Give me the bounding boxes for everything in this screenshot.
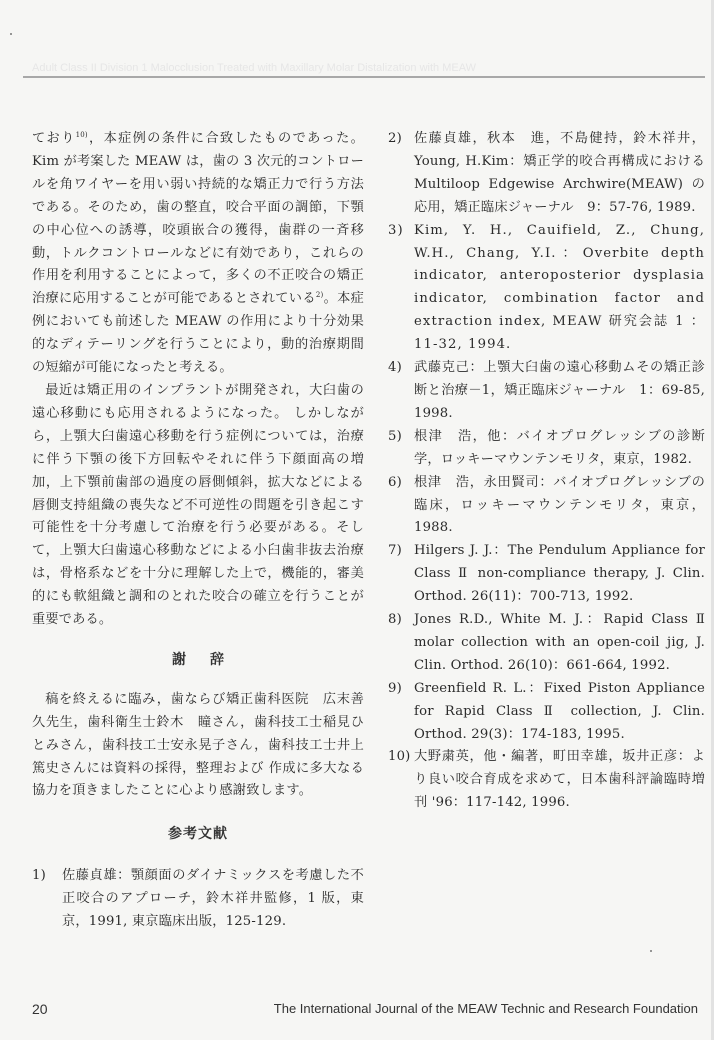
citation-superscript: 10) [75, 131, 88, 139]
reference-number: 1) [32, 868, 46, 884]
reference-number: 7) [388, 543, 402, 559]
reference-text: 武藤克己：上顎大臼歯の遠心移動ムその矯正診断と治療－1，矯正臨床ジャーナル 1：69-85, 1998. [414, 360, 705, 421]
discussion-paragraph-2: 最近は矯正用のインプラントが開発され，大臼歯の遠心移動にも応用されるようになった。 しかしながら，上顎大臼歯遠心移動を行う症例については，治療に伴う下顎の後下方回転やそれに伴う下顔面高の増加，上下顎前歯部の過度の唇側傾斜，拡大などによる唇側支持組織の喪失など不可逆性の問題を引き起こす可能性を十分考慮して治療を行う必要がある。そして，上顎大臼歯遠心移動などによる小臼歯非抜去治療は，骨格系などを十分に理解した上で，機能的，審美的にも軟組織と調和のとれた咬合の確立を行うことが重要である。 [32, 382, 364, 628]
reference-number: 3) [388, 222, 404, 238]
reference-item [388, 357, 705, 426]
page-number: 20 [32, 1001, 48, 1017]
reference-text: Hilgers J. J.：The Pendulum Appliance for Class Ⅱ non-compliance therapy, J. Clin. Orthod. 26(11)：700-713, 1992. [414, 543, 705, 605]
reference-text: Greenfield R. L.：Fixed Piston Appliance for Rapid Class Ⅱ collection, J. Clin. Orthod. 29(3)：174-183, 1995. [414, 680, 705, 742]
reference-item [388, 426, 705, 472]
scan-speck [650, 950, 652, 952]
reference-item [388, 220, 705, 357]
acknowledgments-heading: 謝辞 [172, 651, 248, 668]
reference-text: 佐藤貞雄：顎顔面のダイナミックスを考慮した不正咬合のアプローチ，鈴木祥井監修，1 版，東京，1991, 東京臨床出版，125-129. [62, 868, 364, 930]
right-column [388, 128, 705, 815]
reference-number: 10) [388, 749, 411, 765]
text-run: ，本症例の条件に合致したものであった。Kim が考案した MEAW は，歯の 3 次元的コントロールを角ワイヤーを用い弱い持続的な矯正力で行う方法である。そのため，歯の整直，咬合平面の調節，下顎の中心位への誘導，咬頭嵌合の獲得，歯群の一斉移動，トルクコントロールなどに有効であり，これらの作用を利用することによって，多くの不正咬合の矯正治療に応用することが可能であるとされている [32, 131, 364, 307]
reference-item [388, 540, 705, 609]
reference-text: 根津 浩，他：バイオプログレッシブの診断学，ロッキーマウンテンモリタ，東京，1982. [414, 428, 705, 467]
header-rule [23, 76, 705, 78]
reference-text: 根津 浩，永田賢司：バイオプログレッシブの臨床，ロッキーマウンテンモリタ，東京，1988. [414, 474, 705, 536]
running-head: Adult Class II Division 1 Malocclusion Treated with Maxillary Molar Distalization with MEAW [32, 62, 477, 74]
reference-number: 4) [388, 360, 402, 376]
reference-number: 5) [388, 428, 402, 444]
discussion-paragraph-1 [32, 128, 364, 380]
reference-item [388, 609, 705, 678]
reference-item [388, 746, 705, 815]
reference-text: 佐藤貞雄，秋本 進，不島健持，鈴木祥井，Young, H.Kim：矯正学的咬合再構成における Multiloop Edgewise Archwire(MEAW) の応用，矯正臨床ジャーナル 9：57-76, 1989. [414, 131, 705, 215]
left-column [32, 128, 364, 934]
text-run: ており [32, 131, 76, 146]
scan-speck [10, 33, 12, 35]
journal-name: The International Journal of the MEAW Technic and Research Foundation [273, 1001, 698, 1016]
reference-number: 6) [388, 474, 402, 490]
reference-number: 8) [388, 612, 402, 628]
reference-item [388, 128, 705, 220]
reference-text: 大野粛英，他・編著，町田幸雄，坂井正彦：より良い咬合育成を求めて，日本歯科評論臨時増刊 '96：117-142, 1996. [414, 749, 705, 811]
references-heading: 参考文献 [168, 826, 228, 843]
text-run: 。本症例においても前述した MEAW の作用により十分効果的なディテーリングを行うことにより，動的治療期間の短縮が可能になったと考える。 [32, 291, 364, 376]
citation-superscript: 2) [315, 291, 324, 300]
reference-number: 2) [388, 131, 402, 146]
reference-text: Jones R.D., White M. J.：Rapid Class Ⅱ molar collection with an open-coil jig, J. Clin. Orthod. 26(10)：661-664, 1992. [414, 612, 705, 673]
reference-text: Kim, Y. H., Cauifield, Z., Chung, W.H., Chang, Y.I.：Overbite depth indicator, anteroposterior dysplasia indicator, combination factor and extraction index, MEAW 研究会誌 1 ：11-32, 1994. [414, 222, 705, 353]
reference-number: 9) [388, 680, 402, 696]
reference-item [32, 865, 364, 934]
reference-item [388, 678, 705, 747]
acknowledgments-text: 稿を終えるに臨み，歯ならび矯正歯科医院 広末善久先生，歯科衛生士鈴木 瞳さん，歯科技工士稲見ひとみさん，歯科技工士安永晃子さん，歯科技工士井上篤史さんには資料の採得，整理および 作成に多大なる協力を頂きましたことに心より感謝致します。 [32, 691, 364, 799]
reference-item [388, 472, 705, 541]
